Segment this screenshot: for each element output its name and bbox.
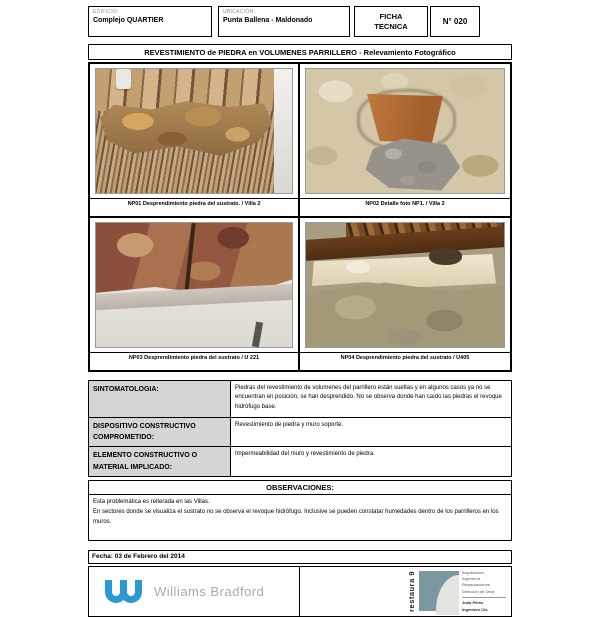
credits-divider [462, 597, 506, 598]
photo-np03-frame [90, 218, 298, 352]
photo-np03-image [95, 222, 293, 348]
ficha-tecnica-text [374, 12, 407, 31]
page-title: REVESTIMIENTO de PIEDRA en VOLUMENES PARRILLERO - Relevamiento Fotográfico [88, 44, 512, 60]
photo-np01-frame [90, 64, 298, 198]
photo-np01-caption: NP01 Desprendimiento piedra del sustrato. / Villa 2 [90, 198, 298, 216]
ubicacion-label: UBICACIÓN: [223, 9, 256, 15]
ficha-line1: FICHA [379, 12, 403, 22]
restaura9-credits [462, 570, 506, 613]
credit-line: Restauraciones [462, 582, 490, 588]
firm-name: Julio Pérez [462, 600, 484, 606]
photo-np02-frame [300, 64, 510, 198]
restaura9-name: restaura 9 [407, 570, 416, 612]
observaciones-line2: En sectores donde se visualiza el sustrato no se observa el revoque hidrófugo. Inclusive se pueden constatar humedades dentro de los parrilleros en los muros. [93, 508, 499, 526]
footer-logos [88, 566, 512, 617]
credit-line: Dirección de Obra [462, 588, 495, 594]
photo1-white-wall [274, 69, 292, 193]
photo-grid [88, 62, 512, 372]
photo-np03-caption: NP03 Desprendimiento piedra del sustrato / U 221 [90, 352, 298, 370]
photo-np04-image [305, 222, 505, 348]
table-row [89, 447, 511, 475]
observaciones-text [88, 495, 512, 541]
elemento-label: ELEMENTO CONSTRUCTIVO O MATERIAL IMPLICADO: [89, 447, 231, 475]
dispositivo-value: Revestimiento de piedra y muro soporte. [235, 421, 344, 428]
photo-np01-image [95, 68, 293, 194]
dispositivo-label: DISPOSITIVO CONSTRUCTIVO COMPROMETIDO: [89, 418, 231, 446]
photo4-lower-stone [306, 281, 504, 347]
restaura9-logo-icon [419, 571, 459, 611]
ubicacion-value: Punta Ballena - Maldonado [223, 17, 313, 24]
ubicacion-cell [218, 6, 350, 37]
observaciones-header: OBSERVACIONES: [88, 480, 512, 495]
edificio-cell [88, 6, 212, 37]
photo4-dark-cavity [429, 248, 463, 265]
photo-np02-caption: NP02 Detalle foto NP1. / Villa 2 [300, 198, 510, 216]
photo-cell-np01 [90, 64, 300, 218]
williams-bradford-logo-icon [105, 580, 142, 603]
restaura9-box [300, 566, 512, 617]
photo1-white-cylinder [116, 69, 131, 89]
restaura9-logo-curve [436, 575, 459, 615]
ficha-number-cell [430, 6, 480, 37]
photo-np04-caption: NP04 Desprendimiento piedra del sustrato / U405 [300, 352, 510, 370]
williams-bradford-box [88, 566, 300, 617]
ficha-line2: TECNICA [374, 21, 408, 31]
photo-cell-np03 [90, 218, 300, 370]
sintomatologia-label: SINTOMATOLOGIA: [89, 381, 231, 417]
observaciones-line1: Esta problemática es reiterada en las Villas. [93, 498, 210, 505]
document-sheet [88, 6, 512, 617]
sintomatologia-value: Piedras del revestimiento de volumenes del parrillero están sueltas y en algunos casos ya no se encuentran en posición, se han desprendido. No se observa donde han caído las piedras el revoque hidrófugo base. [235, 384, 502, 411]
document-header [88, 6, 512, 37]
fecha-bar: Fecha: 03 de Febrero del 2014 [88, 550, 512, 564]
ficha-number: N° 020 [442, 17, 468, 26]
photo-cell-np04 [300, 218, 510, 370]
elemento-value: Impermeabilidad del muro y revestimiento de piedra. [235, 450, 375, 457]
credit-line: Ingeniería [462, 575, 480, 581]
ficha-tecnica-cell [354, 6, 428, 37]
edificio-value: Complejo QUARTIER [93, 17, 164, 24]
table-row [89, 381, 511, 418]
edificio-label: EDIFICIO: [93, 9, 119, 15]
firm-title: Ingeniero Civ. [462, 606, 489, 612]
photo-np04-frame [300, 218, 510, 352]
diagnosis-table [88, 380, 512, 477]
table-row [89, 418, 511, 447]
photo-np02-image [305, 68, 505, 194]
credit-line: Arquitectura [462, 569, 484, 575]
williams-bradford-name: Williams Bradford [154, 583, 265, 599]
photo-cell-np02 [300, 64, 510, 218]
logo-u-shape [120, 580, 142, 603]
